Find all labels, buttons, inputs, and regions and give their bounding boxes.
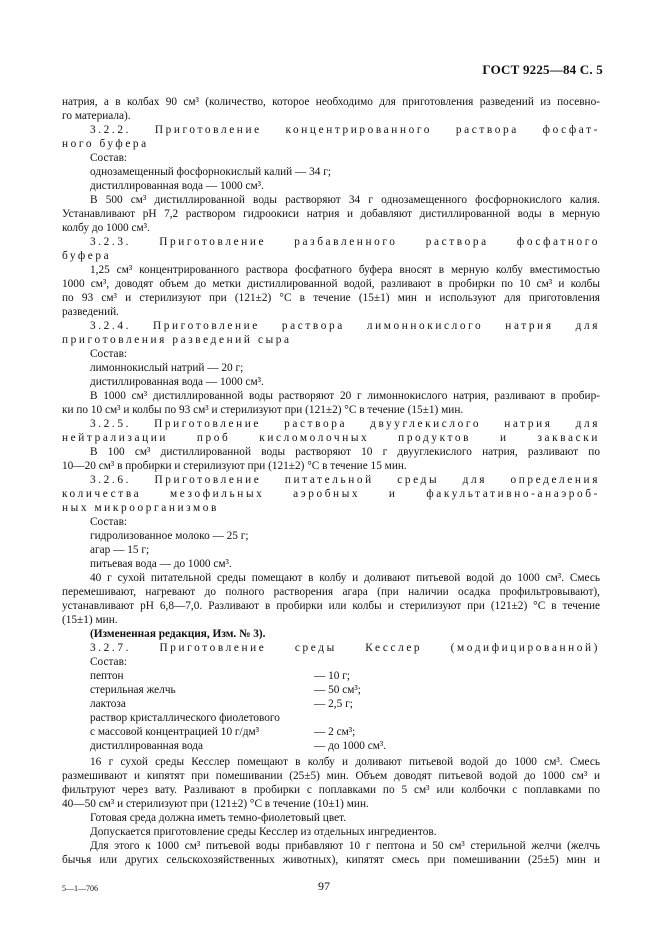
ingredient-name: раствор кристаллического фиолетового <box>90 712 280 724</box>
text-line: Состав: <box>90 516 128 528</box>
text-line: дистиллированная вода — 1000 см³. <box>90 376 264 388</box>
text-line: перемешивают, нагревают до полного растворения агара (при наличии осадка профильтровывают), <box>62 586 600 598</box>
text-line: приготовления разведений сыра <box>62 334 292 346</box>
text-line: Состав: <box>90 656 128 668</box>
ingredient-name: дистиллированная вода <box>90 740 204 752</box>
text-line: устанавливают pH 6,8—7,0. Разливают в пробирки или колбы и стерилизуют при (121±2) °С в течение <box>62 600 600 612</box>
text-line: (15±1) мин. <box>62 614 118 626</box>
text-line: нейтрализации проб кисломолочных продуктов и закваски <box>62 432 600 444</box>
text-line: Для этого к 1000 см³ питьевой воды прибавляют 10 г пептона и 50 см³ стерильной желчи (желчь <box>90 840 600 852</box>
page-number: 97 <box>318 879 330 893</box>
print-code: 5—1—706 <box>62 884 98 893</box>
text-line: агар — 15 г; <box>90 544 150 556</box>
text-line: 3.2.6. Приготовление питательной среды для определения <box>90 474 600 486</box>
text-line: 3.2.7. Приготовление среды Кесслер (модифицированной) <box>90 642 600 654</box>
text-line: однозамещенный фосфорнокислый калий — 34 г; <box>90 166 332 178</box>
text-line: бычья или других сельскохозяйственных животных), кипятят смесь при помешивании (25±5) мин и <box>62 854 600 866</box>
text-line: 3.2.2. Приготовление концентрированного раствора фосфат- <box>90 124 600 136</box>
text-line: ных микроорганизмов <box>62 502 219 514</box>
ingredient-amount: — 10 г; <box>314 670 351 682</box>
text-line: Состав: <box>90 348 128 360</box>
text-line: дистиллированная вода — 1000 см³. <box>90 180 264 192</box>
text-line: Состав: <box>90 152 128 164</box>
ingredient-name: пептон <box>90 670 124 682</box>
text-line: 1000 см³, доводят объем до метки дистиллированной водой, разливают в пробирки по 10 см³ и колбы <box>62 278 600 290</box>
text-line: 16 г сухой среды Кесслер помещают в колбу и доливают питьевой водой до 1000 см³. Смесь <box>90 756 600 768</box>
text-line: ки по 10 см³ и колбы по 93 см³ и стерилизуют при (121±2) °С в течение (15±1) мин. <box>62 404 464 416</box>
text-line: гидролизованное молоко — 25 г; <box>90 530 249 542</box>
text-line: го материала). <box>62 110 131 122</box>
text-line: В 1000 см³ дистиллированной воды растворяют 20 г лимоннокислого натрия, разливают в пробир- <box>90 390 600 402</box>
ingredient-name: лактоза <box>90 698 126 710</box>
text-line: питьевая вода — до 1000 см³. <box>90 558 232 570</box>
ingredient-amount: — 2 см³; <box>314 726 356 738</box>
text-line: Готовая среда должна иметь темно-фиолетовый цвет. <box>90 812 347 824</box>
text-line: 40 г сухой питательной среды помещают в колбу и доливают питьевой водой до 1000 см³. Смесь <box>90 572 600 584</box>
text-line: 3.2.4. Приготовление раствора лимоннокислого натрия для <box>90 320 600 332</box>
text-line: В 100 см³ дистиллированной воды растворяют 10 г двууглекислого натрия, разливают по <box>90 446 600 458</box>
text-line: Допускается приготовление среды Кесслер из отдельных ингредиентов. <box>90 826 437 838</box>
text-line: (Измененная редакция, Изм. № 3). <box>90 628 266 640</box>
text-line: по 93 см³ и стерилизуют при (121±2) °С в течение (15±1) мин и используют для приготовления <box>62 292 600 304</box>
text-line: ного буфера <box>62 138 149 150</box>
text-line: разведений. <box>62 306 119 318</box>
ingredient-amount: — до 1000 см³. <box>314 740 387 752</box>
text-line: количества мезофильных аэробных и факультативно-анаэроб- <box>62 488 600 500</box>
text-line: 3.2.3. Приготовление разбавленного раствора фосфатного <box>90 236 600 248</box>
text-line: колбу до 1000 см³. <box>62 222 150 234</box>
text-line: 3.2.5. Приготовление раствора двууглекислого натрия для <box>90 418 600 430</box>
text-line: буфера <box>62 250 112 262</box>
ingredient-name: с массовой концентрацией 10 г/дм³ <box>90 726 259 738</box>
ingredient-amount: — 50 см³; <box>314 684 361 696</box>
ingredient-amount: — 2,5 г; <box>314 698 353 710</box>
text-line: 10—20 см³ в пробирки и стерилизуют при (121±2) °С в течение 15 мин. <box>62 460 407 472</box>
text-line: В 500 см³ дистиллированной воды растворяют 34 г однозамещенного фосфорнокислого калия. <box>90 194 600 206</box>
text-line: Устанавливают pH 7,2 раствором гидроокиси натрия и добавляют дистиллированной воды в мерную <box>62 208 600 220</box>
ingredient-name: стерильная желчь <box>90 684 176 696</box>
text-line: размешивают и кипятят при помешивании (25±5) мин. Объем доводят питьевой водой до 1000 см³ и <box>62 770 600 782</box>
text-line: 40—50 см³ и стерилизуют при (121±2) °С в течение (10±1) мин. <box>62 798 369 810</box>
text-line: лимоннокислый натрий — 20 г; <box>90 362 244 374</box>
running-header: ГОСТ 9225—84 С. 5 <box>482 62 603 77</box>
text-line: натрия, а в колбах 90 см³ (количество, которое необходимо для приготовления разведений из посевно- <box>62 96 600 108</box>
text-line: 1,25 см³ концентрированного раствора фосфатного буфера вносят в мерную колбу вместимостью <box>90 264 600 276</box>
text-line: фильтруют через вату. Разливают в пробирки с поплавками по 5 см³ или колбочки с поплавками по <box>62 784 600 796</box>
